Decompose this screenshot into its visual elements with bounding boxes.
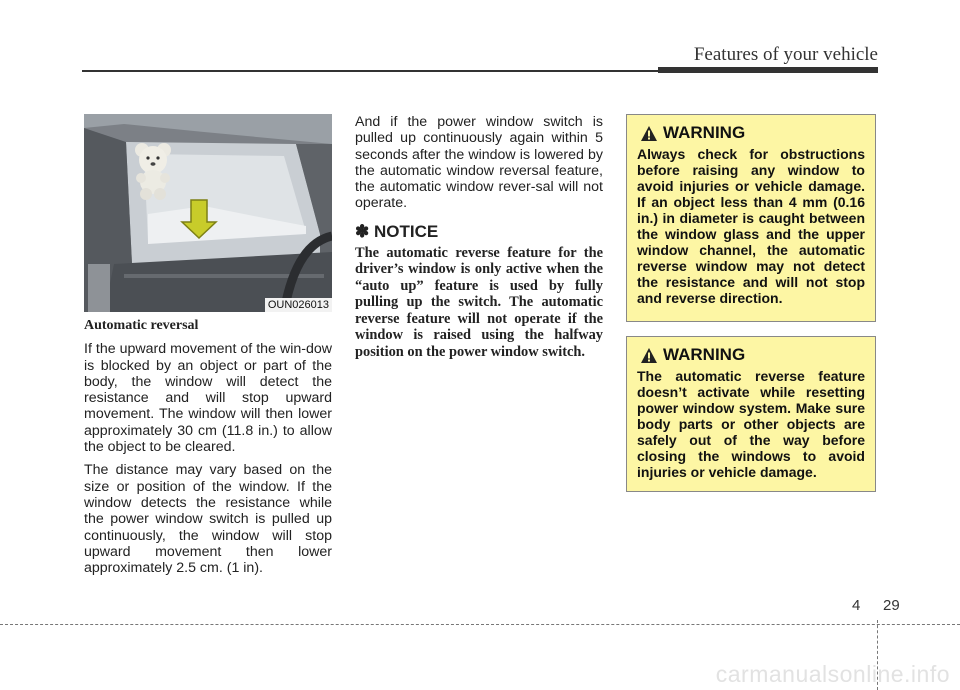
middle-column xyxy=(355,114,603,367)
section-heading: Automatic reversal xyxy=(84,318,199,333)
page-number: 29 xyxy=(883,597,900,614)
warning-header xyxy=(637,123,865,143)
body-paragraph: If the upward movement of the win-dow is blocked by an object or part of the body, the window will detect the resistance and will stop upward movement. The window will then lower approximately 30 cm (11.8 in.) to allow the object to be cleared. xyxy=(84,341,332,456)
window-illustration xyxy=(84,114,332,312)
body-paragraph: And if the power window switch is pulled up continuously again within 5 seconds after the window is lowered by the automatic window reversal feature, the automatic window rever-sal will not operate. xyxy=(355,114,603,212)
section-title: Features of your vehicle xyxy=(693,44,878,65)
chapter-number: 4 xyxy=(852,597,861,614)
car-interior-photo xyxy=(84,114,332,312)
notice-title: ✽ NOTICE xyxy=(355,221,439,241)
warning-text: Always check for obstructions before raising any window to avoid injuries or vehicle damage. If an object less than 4 mm (0.16 in.) in diameter is caught between the window glass and the upper window channel, the automatic reverse window may not detect the resistance and will not stop and reverse direction. xyxy=(637,146,865,306)
warning-box xyxy=(626,336,876,492)
warning-header xyxy=(637,345,865,365)
warning-title: WARNING xyxy=(663,123,746,142)
warning-text: The automatic reverse feature doesn’t activate while resetting power window system. Make sure body parts or other objects are safely out of the way before closing the windows to avoid injuries or vehicle damage. xyxy=(637,368,865,480)
warning-triangle-icon xyxy=(641,348,657,363)
warning-box xyxy=(626,114,876,322)
notice-text: The automatic reverse feature for the driver’s window is only active when the “auto up” feature is used by fully pulling up the switch. The automatic reverse feature will not operate if the window is raised using the halfway position on the power window switch. xyxy=(355,245,603,360)
footer-rule xyxy=(0,624,960,625)
left-column xyxy=(84,318,332,583)
header-rule-accent xyxy=(658,67,878,73)
body-paragraph: The distance may vary based on the size or position of the window. If the window detects the resistance while the power window switch is pulled up continuously, the window will stop upward movement then lower approximately 2.5 cm. (1 in). xyxy=(84,462,332,577)
warning-title: WARNING xyxy=(663,345,746,364)
watermark: carmanualsonline.info xyxy=(715,661,950,687)
figure-code: OUN026013 xyxy=(265,298,332,312)
warning-triangle-icon xyxy=(641,126,657,141)
